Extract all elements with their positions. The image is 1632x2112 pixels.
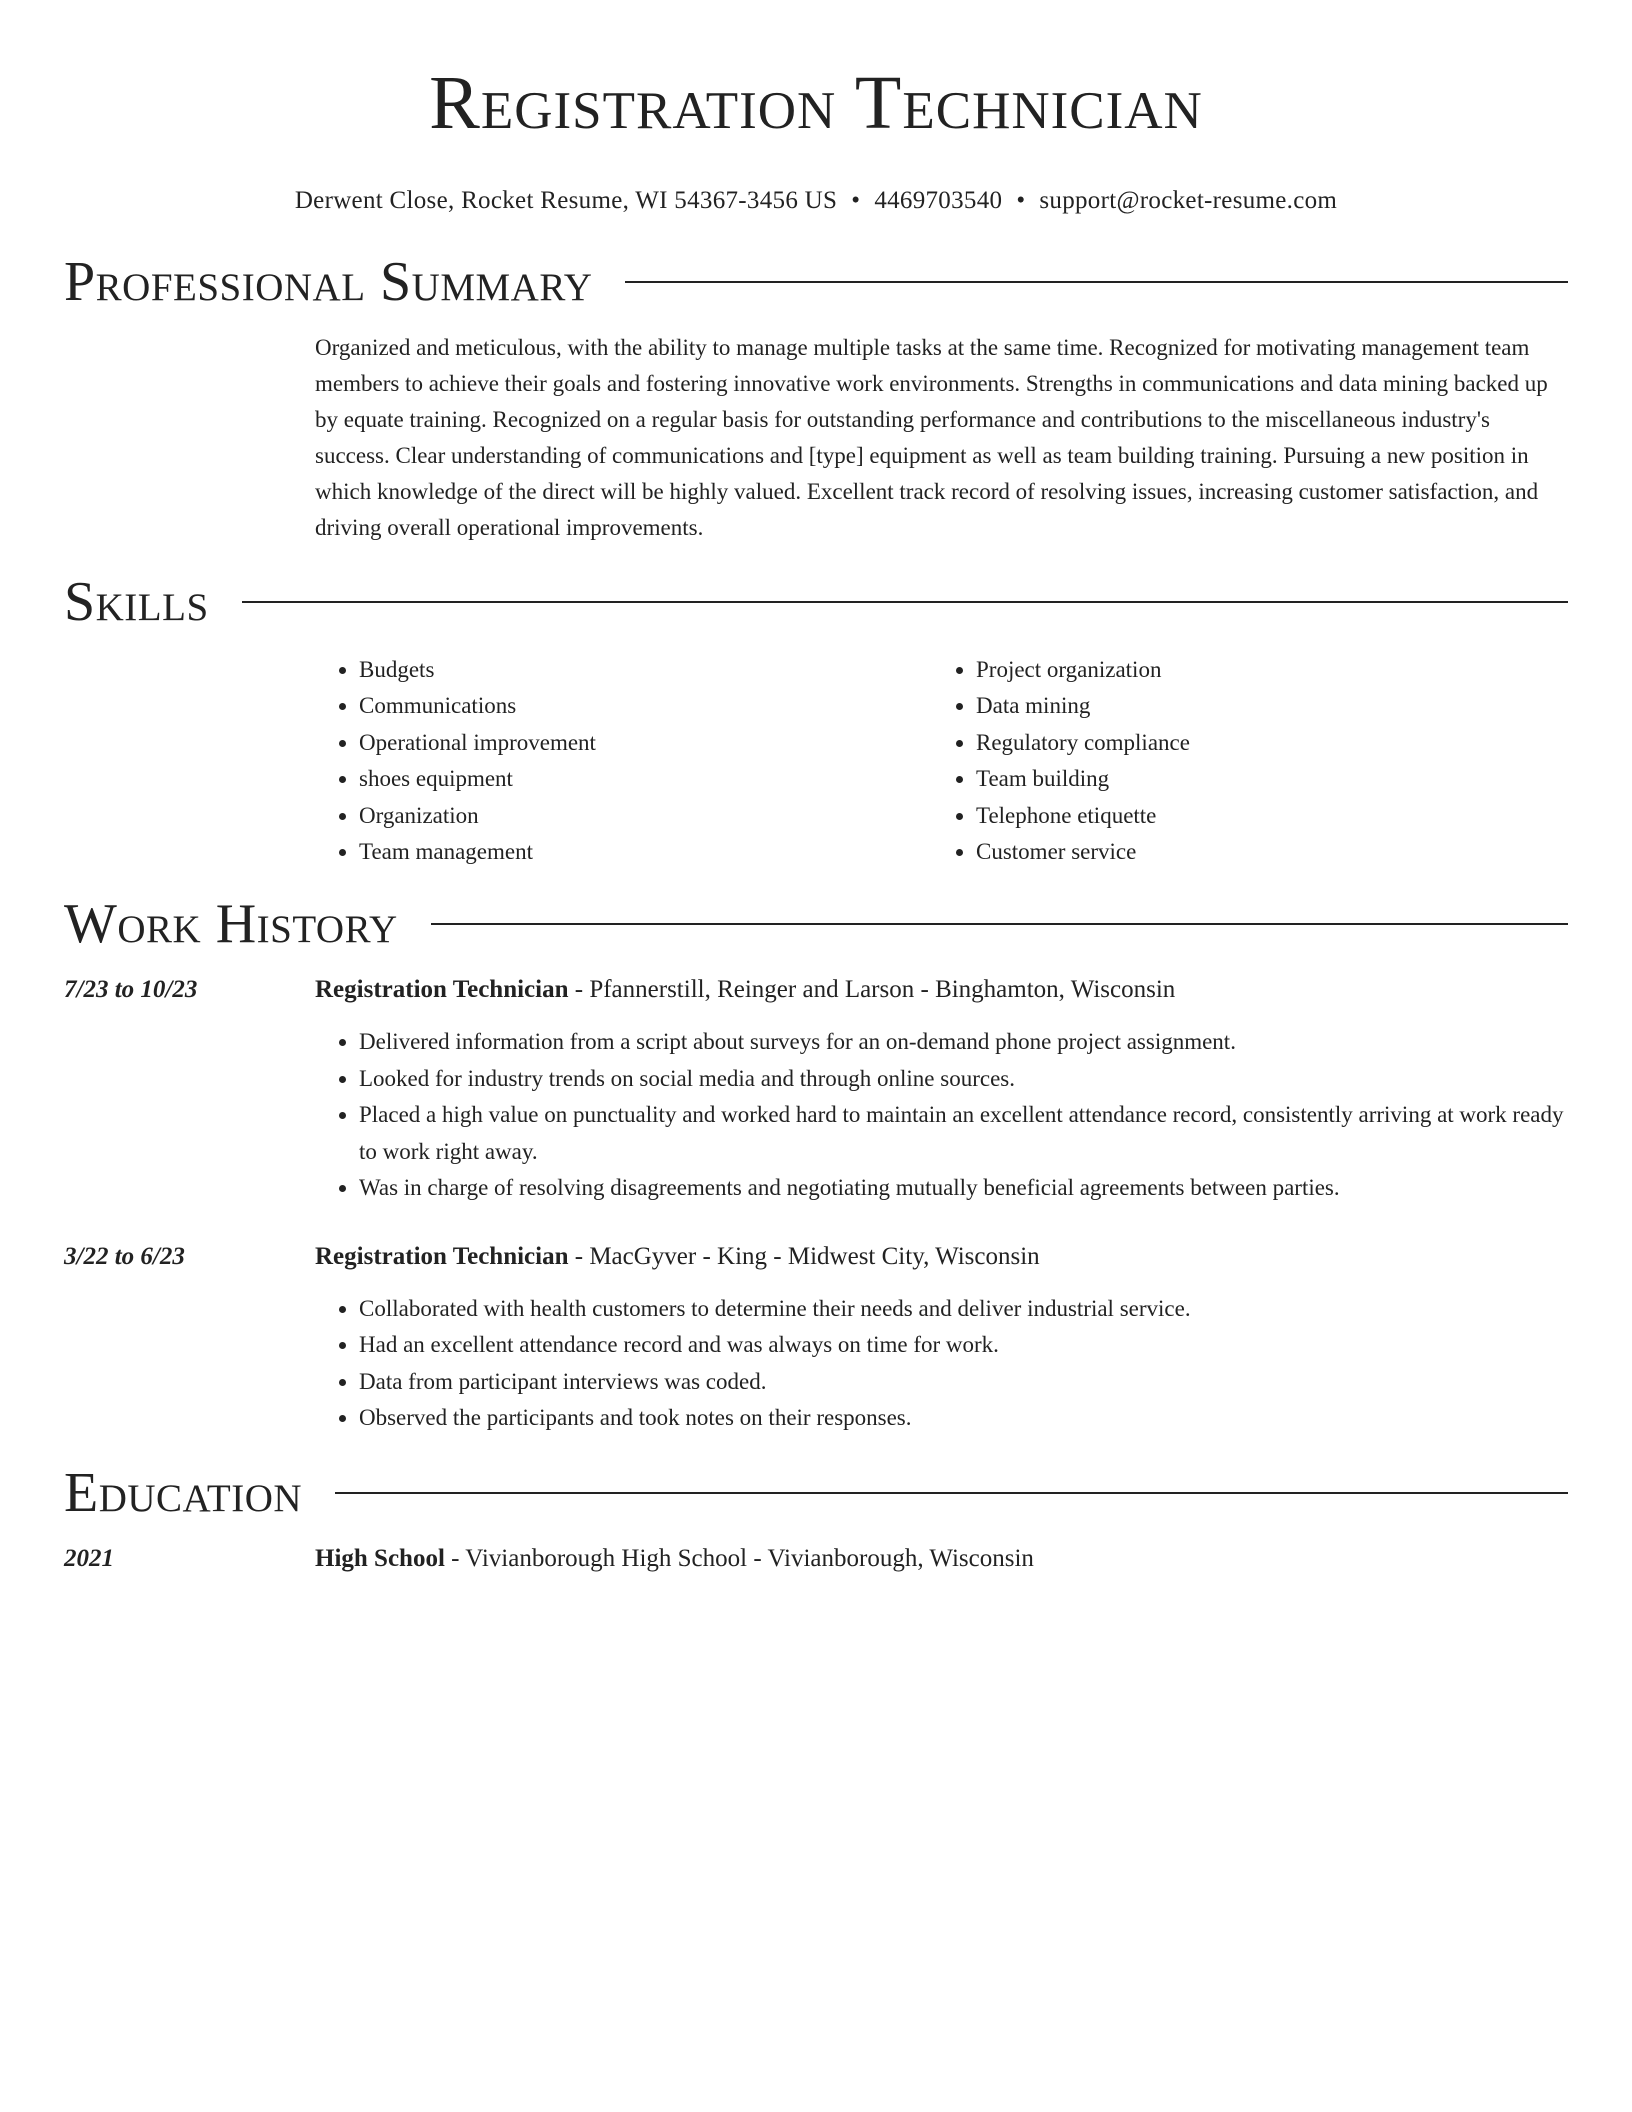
contact-separator: • [1016,187,1026,214]
contact-separator: • [851,187,861,214]
education-body [315,1541,1568,1577]
education-entry [64,1541,1568,1577]
contact-email: support@rocket-resume.com [1039,187,1338,214]
skill-item: • Operational improvement [359,725,932,761]
skill-item: • Budgets [359,652,932,688]
skills-section-header [64,572,1568,632]
skill-item: • Team building [976,761,1549,797]
contact-phone: 4469703540 [874,187,1003,214]
candidate-name: Registration Technician [429,61,1203,145]
job-bullet: • Collaborated with health customers to determine their needs and deliver industrial service. [359,1291,1568,1328]
skill-item: • Project organization [976,652,1549,688]
education-year: 2021 [64,1544,114,1572]
job-title: Registration Technician [315,976,569,1004]
job-title: Registration Technician [315,1242,569,1270]
contact-line [64,186,1568,216]
skill-item: • Organization [359,798,932,834]
job-employer: - MacGyver - King - Midwest City, Wisconsin [568,1242,1040,1270]
skill-item: • Team management [359,834,932,870]
job-body [315,972,1568,1207]
skills-column-right [932,652,1549,870]
job-bullets [315,1024,1568,1207]
education-school: - Vivianborough High School - Vivianborough, Wisconsin [444,1544,1034,1572]
job-body [315,1239,1568,1437]
skills-heading: Skills [64,571,209,633]
job-bullet: • Looked for industry trends on social media and through online sources. [359,1061,1568,1098]
job-bullet: • Was in charge of resolving disagreements and negotiating mutually beneficial agreements between parties. [359,1170,1568,1207]
job-bullet: • Had an excellent attendance record and was always on time for work. [359,1327,1568,1364]
job-bullets [315,1291,1568,1437]
job-bullet: • Placed a high value on punctuality and worked hard to maintain an excellent attendance record, consistently arriving at work ready to work right away. [359,1097,1568,1170]
skill-item: • Communications [359,688,932,724]
work-section-header [64,894,1568,954]
education-section-header [64,1463,1568,1523]
job-dates: 7/23 to 10/23 [64,976,198,1004]
skill-item: • Data mining [976,688,1549,724]
skills-column-left [315,652,932,870]
skill-item: • Regulatory compliance [976,725,1549,761]
resume-page [64,0,1568,1577]
work-heading: Work History [64,893,398,956]
section-divider [625,281,1568,283]
skill-item: • Customer service [976,834,1549,870]
job-title-line [315,972,1568,1008]
education-degree: High School [315,1544,445,1572]
skills-list [315,652,1568,870]
job-entry [64,1239,1568,1437]
section-divider [242,601,1568,603]
summary-section-header [64,252,1568,312]
job-title-line [315,1239,1568,1275]
education-heading: Education [64,1461,303,1524]
job-employer: - Pfannerstill, Reinger and Larson - Binghamton, Wisconsin [568,976,1176,1004]
summary-heading: Professional Summary [64,251,593,313]
summary-text: Organized and meticulous, with the ability to manage multiple tasks at the same time. Recognized for motivating management team members to achieve their goals and fostering innovative work environments. Strengths in communications and data mining backed up by equate training. Recognized on a regular basis for outstanding performance and contributions to the miscellaneous industry's success. Clear understanding of communications and [type] equipment as well as team building training. Pursuing a new position in which knowledge of the direct will be highly valued. Excellent track record of resolving issues, increasing customer satisfaction, and driving overall operational improvements. [315,335,1548,540]
section-divider [335,1492,1568,1494]
summary-section [315,330,1568,546]
job-dates: 3/22 to 6/23 [64,1242,185,1270]
job-bullet: • Data from participant interviews was coded. [359,1364,1568,1401]
job-bullet: • Delivered information from a script about surveys for an on-demand phone project assignment. [359,1024,1568,1061]
job-entry [64,972,1568,1207]
skill-item: • shoes equipment [359,761,932,797]
contact-address: Derwent Close, Rocket Resume, WI 54367-3456 US [294,187,838,214]
section-divider [431,923,1568,925]
skill-item: • Telephone etiquette [976,798,1549,834]
job-bullet: • Observed the participants and took notes on their responses. [359,1400,1568,1437]
education-line [315,1541,1568,1577]
